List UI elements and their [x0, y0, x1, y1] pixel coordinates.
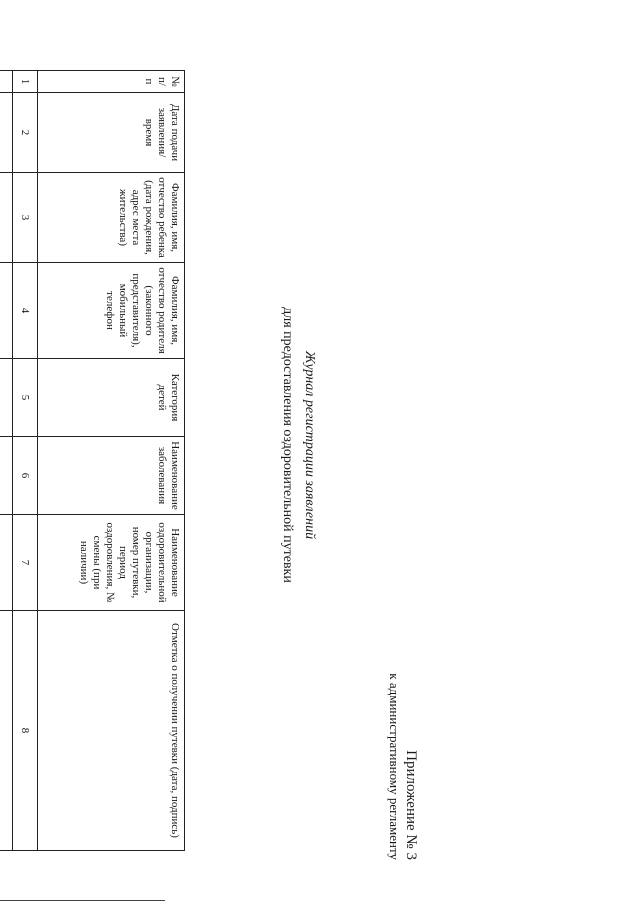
empty-cell [0, 71, 13, 93]
column-header: Дата подачи заявления/ время [38, 93, 185, 173]
appendix-header [386, 673, 420, 860]
index-cell: 7 [13, 515, 38, 611]
empty-cell [0, 173, 13, 263]
journal-title-line1: Журнал регистрации заявлений [302, 350, 317, 540]
registration-table [0, 70, 185, 851]
journal-title-line2: для предоставления оздоровительной путевки [280, 307, 295, 583]
appendix-number: Приложение № 3 [403, 750, 419, 860]
journal-title [276, 30, 320, 860]
index-cell: 8 [13, 611, 38, 851]
index-cell: 4 [13, 263, 38, 359]
table-empty-row [0, 71, 13, 851]
empty-cell [0, 515, 13, 611]
footnote-divider [0, 900, 165, 901]
column-header: Фамилия, имя, отчество ребенка (дата рождения, адрес места жительства) [38, 173, 185, 263]
index-cell: 3 [13, 173, 38, 263]
empty-cell [0, 359, 13, 437]
index-cell: 5 [13, 359, 38, 437]
table-header-row [38, 71, 185, 851]
empty-cell [0, 93, 13, 173]
empty-cell [0, 611, 13, 851]
column-header: Категория детей [38, 359, 185, 437]
column-header: Отметка о получении путевки (дата, подпись) [38, 611, 185, 851]
table-index-row [13, 71, 38, 851]
column-header: Наименование заболевания [38, 437, 185, 515]
rotated-page [0, 30, 420, 860]
column-header: Наименование оздоровительной организации, номер путевки, период оздоровления, № смены (при наличии) [38, 515, 185, 611]
index-cell: 6 [13, 437, 38, 515]
index-cell: 2 [13, 93, 38, 173]
appendix-subtitle: к административному регламенту [387, 673, 402, 860]
empty-cell [0, 263, 13, 359]
column-header: № п/п [38, 71, 185, 93]
empty-cell [0, 437, 13, 515]
index-cell: 1 [13, 71, 38, 93]
column-header: Фамилия, имя, отчество родителя (законного представителя), мобильный телефон [38, 263, 185, 359]
